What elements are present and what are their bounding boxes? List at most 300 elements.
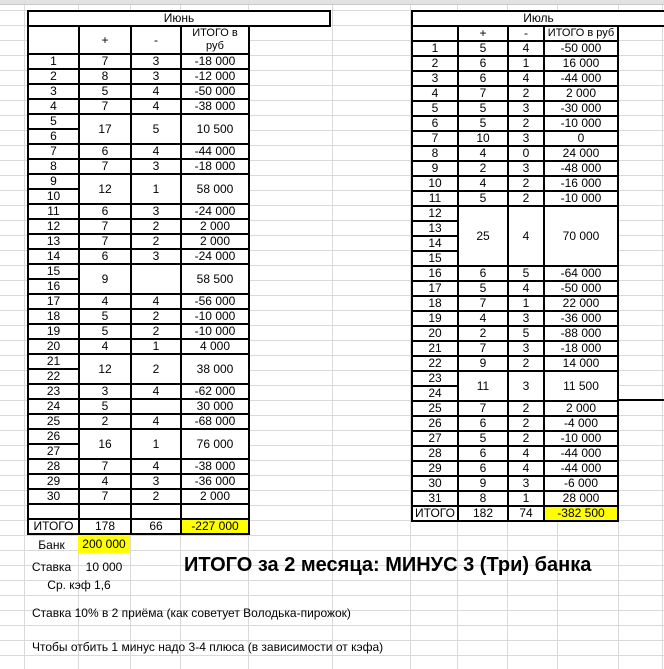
table-row: [412, 191, 618, 206]
table-row: [412, 371, 618, 386]
day-cell[interactable]: 20: [28, 339, 79, 354]
plus-cell[interactable]: 11: [458, 371, 508, 401]
day-cell[interactable]: 16: [412, 266, 458, 281]
rate-label-cell[interactable]: Ставка: [31, 560, 72, 574]
minus-cell[interactable]: 4: [131, 84, 181, 99]
table-row: [28, 429, 249, 444]
day-cell[interactable]: 10: [28, 189, 79, 204]
minus-cell[interactable]: 4: [508, 281, 544, 296]
day-cell[interactable]: 31: [412, 491, 458, 506]
table-row: [412, 296, 618, 311]
total-cell[interactable]: 2 000: [544, 86, 618, 101]
plus-cell[interactable]: 5: [79, 309, 131, 324]
minus-cell[interactable]: [131, 504, 181, 519]
plus-cell[interactable]: 7: [458, 341, 508, 356]
total-header-cell[interactable]: ИТОГО в руб: [181, 26, 249, 54]
day-cell[interactable]: 20: [412, 326, 458, 341]
plus-cell[interactable]: 4: [79, 294, 131, 309]
table-row: [28, 354, 249, 369]
day-cell[interactable]: 19: [28, 324, 79, 339]
day-cell[interactable]: 23: [28, 384, 79, 399]
plus-cell[interactable]: 7: [458, 86, 508, 101]
day-cell[interactable]: 16: [28, 279, 79, 294]
minus-cell[interactable]: 3: [508, 311, 544, 326]
day-cell[interactable]: 13: [28, 234, 79, 249]
plus-cell[interactable]: 7: [79, 54, 131, 69]
total-cell[interactable]: 22 000: [544, 296, 618, 311]
total-cell[interactable]: 28 000: [544, 491, 618, 506]
total-cell[interactable]: 58 000: [181, 174, 249, 204]
total-cell[interactable]: -88 000: [544, 326, 618, 341]
total-cell[interactable]: 2 000: [181, 489, 249, 504]
day-cell[interactable]: 19: [412, 311, 458, 326]
plus-cell[interactable]: 9: [79, 264, 131, 294]
day-cell[interactable]: 28: [412, 446, 458, 461]
bank-label-cell[interactable]: Банк: [38, 538, 65, 552]
minus-cell[interactable]: 2: [508, 356, 544, 371]
plus-cell[interactable]: 2: [458, 161, 508, 176]
table-row: [28, 294, 249, 309]
minus-cell[interactable]: 4: [131, 294, 181, 309]
minus-cell[interactable]: 0: [508, 146, 544, 161]
day-cell[interactable]: 24: [28, 399, 79, 414]
day-cell[interactable]: [28, 504, 79, 519]
minus-cell[interactable]: 4: [508, 41, 544, 56]
day-header-cell[interactable]: [412, 26, 458, 41]
total-cell[interactable]: 70 000: [544, 206, 618, 266]
minus-cell[interactable]: [131, 399, 181, 414]
day-cell[interactable]: 7: [412, 131, 458, 146]
day-cell[interactable]: 21: [412, 341, 458, 356]
plus-cell[interactable]: 16: [79, 429, 131, 459]
plus-cell[interactable]: 9: [458, 356, 508, 371]
totals-label-cell[interactable]: ИТОГО: [412, 506, 458, 521]
avg-coef-cell[interactable]: Ср. кэф 1,6: [47, 578, 111, 592]
header-row: [28, 26, 249, 54]
minus-cell[interactable]: 4: [508, 446, 544, 461]
table-row: [412, 116, 618, 131]
plus-cell[interactable]: 7: [79, 159, 131, 174]
day-cell[interactable]: 5: [412, 101, 458, 116]
totals-plus-cell[interactable]: 178: [79, 519, 131, 534]
total-cell[interactable]: -56 000: [181, 294, 249, 309]
total-cell[interactable]: -12 000: [181, 69, 249, 84]
header-row: [412, 26, 618, 41]
day-cell[interactable]: 18: [412, 296, 458, 311]
total-cell[interactable]: -38 000: [181, 459, 249, 474]
plus-cell[interactable]: 6: [458, 266, 508, 281]
total-cell[interactable]: -50 000: [181, 84, 249, 99]
total-cell[interactable]: 16 000: [544, 56, 618, 71]
plus-cell[interactable]: 25: [458, 206, 508, 266]
minus-cell[interactable]: 4: [508, 71, 544, 86]
day-cell[interactable]: 22: [412, 356, 458, 371]
minus-cell[interactable]: 5: [508, 326, 544, 341]
table-row: [28, 384, 249, 399]
table-row: [28, 69, 249, 84]
plus-cell[interactable]: 17: [79, 114, 131, 144]
day-cell[interactable]: 30: [412, 476, 458, 491]
total-cell[interactable]: [181, 504, 249, 519]
day-cell[interactable]: 24: [412, 386, 458, 401]
day-cell[interactable]: 29: [412, 461, 458, 476]
plus-cell[interactable]: 6: [79, 144, 131, 159]
plus-cell[interactable]: 2: [79, 414, 131, 429]
plus-cell[interactable]: 8: [458, 491, 508, 506]
minus-cell[interactable]: 2: [508, 431, 544, 446]
day-cell[interactable]: 6: [412, 116, 458, 131]
total-cell[interactable]: -24 000: [181, 204, 249, 219]
total-cell[interactable]: -10 000: [181, 324, 249, 339]
table-row: [412, 146, 618, 161]
plus-cell[interactable]: 4: [458, 311, 508, 326]
day-cell[interactable]: 9: [412, 161, 458, 176]
minus-cell[interactable]: 3: [508, 476, 544, 491]
table-row: [412, 266, 618, 281]
total-cell[interactable]: -48 000: [544, 161, 618, 176]
plus-cell[interactable]: 5: [79, 324, 131, 339]
total-cell[interactable]: 2 000: [181, 234, 249, 249]
day-cell[interactable]: 26: [412, 416, 458, 431]
day-cell[interactable]: 21: [28, 354, 79, 369]
table-row: [412, 326, 618, 341]
plus-cell[interactable]: 4: [79, 339, 131, 354]
total-cell[interactable]: -18 000: [181, 54, 249, 69]
day-cell[interactable]: 17: [28, 294, 79, 309]
day-cell[interactable]: 8: [412, 146, 458, 161]
minus-cell[interactable]: 3: [508, 161, 544, 176]
top-row-band: [0, 0, 664, 5]
totals-row: [412, 506, 618, 521]
day-cell[interactable]: 27: [412, 431, 458, 446]
plus-cell[interactable]: 6: [458, 56, 508, 71]
month-title-june[interactable]: Июнь: [27, 10, 331, 27]
day-cell[interactable]: 14: [28, 249, 79, 264]
note-stavka[interactable]: Ставка 10% в 2 приёма (как советует Володька-пирожок): [32, 606, 351, 620]
total-cell[interactable]: -36 000: [544, 311, 618, 326]
bank-value-cell[interactable]: 200 000: [78, 535, 130, 553]
total-cell[interactable]: -62 000: [181, 384, 249, 399]
table-row: [28, 159, 249, 174]
minus-cell[interactable]: 4: [131, 144, 181, 159]
total-cell[interactable]: -44 000: [544, 71, 618, 86]
total-cell[interactable]: -50 000: [544, 281, 618, 296]
day-cell[interactable]: 25: [412, 401, 458, 416]
plus-cell[interactable]: 6: [458, 461, 508, 476]
total-cell[interactable]: 0: [544, 131, 618, 146]
plus-cell[interactable]: 10: [458, 131, 508, 146]
total-cell[interactable]: -50 000: [544, 41, 618, 56]
total-cell[interactable]: -64 000: [544, 266, 618, 281]
minus-cell[interactable]: 2: [131, 234, 181, 249]
minus-cell[interactable]: 4: [131, 384, 181, 399]
table-row: [412, 401, 618, 416]
minus-cell[interactable]: 1: [508, 56, 544, 71]
total-cell[interactable]: 76 000: [181, 429, 249, 459]
table-row: [28, 219, 249, 234]
plus-cell[interactable]: 7: [79, 99, 131, 114]
total-cell[interactable]: -18 000: [181, 159, 249, 174]
total-cell[interactable]: 10 500: [181, 114, 249, 144]
plus-cell[interactable]: [79, 504, 131, 519]
total-cell[interactable]: -36 000: [181, 474, 249, 489]
total-cell[interactable]: -44 000: [544, 446, 618, 461]
minus-header-cell[interactable]: -: [508, 26, 544, 41]
plus-cell[interactable]: 6: [79, 249, 131, 264]
plus-cell[interactable]: 5: [458, 191, 508, 206]
day-cell[interactable]: 12: [412, 206, 458, 221]
total-header-cell[interactable]: ИТОГО в руб: [544, 26, 618, 41]
minus-cell[interactable]: 2: [508, 176, 544, 191]
minus-cell[interactable]: 4: [131, 99, 181, 114]
plus-cell[interactable]: 4: [458, 146, 508, 161]
total-cell[interactable]: 4 000: [181, 339, 249, 354]
plus-cell[interactable]: 9: [458, 476, 508, 491]
day-cell[interactable]: 30: [28, 489, 79, 504]
total-cell[interactable]: 11 500: [544, 371, 618, 401]
table-row: [412, 86, 618, 101]
plus-cell[interactable]: 4: [79, 474, 131, 489]
plus-cell[interactable]: 7: [79, 489, 131, 504]
minus-cell[interactable]: 1: [508, 491, 544, 506]
day-cell[interactable]: 29: [28, 474, 79, 489]
minus-cell[interactable]: 2: [131, 324, 181, 339]
day-cell[interactable]: 1: [28, 54, 79, 69]
minus-header-cell[interactable]: -: [131, 26, 181, 54]
day-cell[interactable]: 13: [412, 221, 458, 236]
plus-cell[interactable]: 8: [79, 69, 131, 84]
total-cell[interactable]: -38 000: [181, 99, 249, 114]
minus-cell[interactable]: 3: [131, 474, 181, 489]
totals-minus-cell[interactable]: 66: [131, 519, 181, 534]
month-table-july: [411, 10, 664, 522]
plus-header-cell[interactable]: +: [458, 26, 508, 41]
day-cell[interactable]: 25: [28, 414, 79, 429]
day-cell[interactable]: 26: [28, 429, 79, 444]
minus-cell[interactable]: 3: [508, 101, 544, 116]
plus-cell[interactable]: 4: [458, 176, 508, 191]
totals-minus-cell[interactable]: 74: [508, 506, 544, 521]
plus-cell[interactable]: 12: [79, 354, 131, 384]
minus-cell[interactable]: 3: [131, 159, 181, 174]
grand-total-text[interactable]: ИТОГО за 2 месяца: МИНУС 3 (Три) банка: [184, 554, 592, 576]
total-cell[interactable]: -18 000: [544, 341, 618, 356]
totals-total-cell[interactable]: -227 000: [181, 519, 249, 534]
total-cell[interactable]: -16 000: [544, 176, 618, 191]
day-cell[interactable]: 5: [28, 114, 79, 129]
day-cell[interactable]: 3: [412, 71, 458, 86]
day-cell[interactable]: 14: [412, 236, 458, 251]
day-cell[interactable]: 10: [412, 176, 458, 191]
minus-cell[interactable]: 2: [131, 219, 181, 234]
month-table-june: [27, 10, 331, 535]
day-cell[interactable]: 1: [412, 41, 458, 56]
minus-cell[interactable]: 3: [508, 341, 544, 356]
border-artifact-line: [619, 399, 664, 401]
day-cell[interactable]: 8: [28, 159, 79, 174]
table-row: [28, 504, 249, 519]
day-cell[interactable]: 17: [412, 281, 458, 296]
total-cell[interactable]: 2 000: [544, 401, 618, 416]
plus-cell[interactable]: 12: [79, 174, 131, 204]
day-cell[interactable]: 11: [28, 204, 79, 219]
table-row: [412, 161, 618, 176]
day-cell[interactable]: 9: [28, 174, 79, 189]
day-cell[interactable]: 2: [412, 56, 458, 71]
day-cell[interactable]: 11: [412, 191, 458, 206]
minus-cell[interactable]: 3: [508, 131, 544, 146]
table-row: [412, 101, 618, 116]
plus-cell[interactable]: 7: [458, 296, 508, 311]
minus-cell[interactable]: 3: [131, 69, 181, 84]
table-row: [412, 461, 618, 476]
plus-cell[interactable]: 5: [79, 399, 131, 414]
table-row: [28, 309, 249, 324]
minus-cell[interactable]: 5: [131, 114, 181, 144]
total-cell[interactable]: 38 000: [181, 354, 249, 384]
plus-cell[interactable]: 5: [458, 116, 508, 131]
minus-cell[interactable]: 4: [508, 461, 544, 476]
plus-cell[interactable]: 7: [458, 401, 508, 416]
plus-cell[interactable]: 6: [458, 416, 508, 431]
table-row: [28, 234, 249, 249]
table-row: [28, 414, 249, 429]
minus-cell[interactable]: 5: [508, 266, 544, 281]
table-row: [28, 324, 249, 339]
table-row: [412, 341, 618, 356]
table-row: [28, 84, 249, 99]
table-row: [28, 489, 249, 504]
table-row: [412, 356, 618, 371]
day-cell[interactable]: 18: [28, 309, 79, 324]
note-otbit[interactable]: Чтобы отбить 1 минус надо 3-4 плюса (в зависимости от кэфа): [32, 640, 384, 654]
minus-cell[interactable]: [131, 264, 181, 294]
minus-cell[interactable]: 1: [508, 296, 544, 311]
total-cell[interactable]: -4 000: [544, 416, 618, 431]
day-cell[interactable]: 4: [28, 99, 79, 114]
day-cell[interactable]: 15: [412, 251, 458, 266]
plus-cell[interactable]: 6: [79, 204, 131, 219]
table-row: [412, 131, 618, 146]
rate-value-cell[interactable]: 10 000: [85, 560, 123, 574]
plus-header-cell[interactable]: +: [79, 26, 131, 54]
table-row: [412, 41, 618, 56]
table-row: [28, 114, 249, 129]
minus-cell[interactable]: 2: [508, 116, 544, 131]
plus-cell[interactable]: 6: [458, 71, 508, 86]
month-title-july[interactable]: Июль: [411, 10, 664, 27]
total-cell[interactable]: 30 000: [181, 399, 249, 414]
total-cell[interactable]: -6 000: [544, 476, 618, 491]
table-row: [412, 206, 618, 221]
minus-cell[interactable]: 4: [508, 206, 544, 266]
minus-cell[interactable]: 2: [508, 86, 544, 101]
minus-cell[interactable]: 3: [131, 54, 181, 69]
table-row: [412, 476, 618, 491]
plus-cell[interactable]: 7: [79, 219, 131, 234]
day-cell[interactable]: 3: [28, 84, 79, 99]
day-cell[interactable]: 6: [28, 129, 79, 144]
total-cell[interactable]: 2 000: [181, 219, 249, 234]
minus-cell[interactable]: 1: [131, 429, 181, 459]
table-row: [412, 416, 618, 431]
daily-results-table-july: [411, 25, 619, 522]
table-row: [28, 99, 249, 114]
total-cell[interactable]: -10 000: [544, 431, 618, 446]
day-cell[interactable]: 4: [412, 86, 458, 101]
total-cell[interactable]: -10 000: [544, 116, 618, 131]
day-header-cell[interactable]: [28, 26, 79, 54]
plus-cell[interactable]: 5: [458, 41, 508, 56]
minus-cell[interactable]: 3: [508, 371, 544, 401]
minus-cell[interactable]: 1: [131, 174, 181, 204]
plus-cell[interactable]: 7: [79, 234, 131, 249]
total-cell[interactable]: 58 500: [181, 264, 249, 294]
total-cell[interactable]: 14 000: [544, 356, 618, 371]
total-cell[interactable]: -44 000: [181, 144, 249, 159]
day-cell[interactable]: 12: [28, 219, 79, 234]
total-cell[interactable]: -10 000: [544, 191, 618, 206]
day-cell[interactable]: 7: [28, 144, 79, 159]
minus-cell[interactable]: 3: [131, 249, 181, 264]
minus-cell[interactable]: 2: [131, 354, 181, 384]
table-row: [28, 174, 249, 189]
day-cell[interactable]: 28: [28, 459, 79, 474]
total-cell[interactable]: -24 000: [181, 249, 249, 264]
day-cell[interactable]: 23: [412, 371, 458, 386]
total-cell[interactable]: 24 000: [544, 146, 618, 161]
total-cell[interactable]: -10 000: [181, 309, 249, 324]
table-row: [28, 144, 249, 159]
table-row: [412, 311, 618, 326]
table-row: [28, 474, 249, 489]
day-cell[interactable]: 15: [28, 264, 79, 279]
table-row: [28, 249, 249, 264]
table-row: [412, 431, 618, 446]
table-row: [28, 54, 249, 69]
minus-cell[interactable]: 2: [131, 489, 181, 504]
plus-cell[interactable]: 5: [458, 431, 508, 446]
table-row: [412, 491, 618, 506]
totals-label-cell[interactable]: ИТОГО: [28, 519, 79, 534]
day-cell[interactable]: 2: [28, 69, 79, 84]
plus-cell[interactable]: 6: [458, 446, 508, 461]
minus-cell[interactable]: 1: [131, 339, 181, 354]
day-cell[interactable]: 27: [28, 444, 79, 459]
plus-cell[interactable]: 3: [79, 384, 131, 399]
minus-cell[interactable]: 2: [508, 191, 544, 206]
table-row: [412, 176, 618, 191]
table-row: [28, 459, 249, 474]
minus-cell[interactable]: 2: [508, 416, 544, 431]
day-cell[interactable]: 22: [28, 369, 79, 384]
plus-cell[interactable]: 5: [458, 281, 508, 296]
plus-cell[interactable]: 7: [79, 459, 131, 474]
plus-cell[interactable]: 2: [458, 326, 508, 341]
total-cell[interactable]: -44 000: [544, 461, 618, 476]
minus-cell[interactable]: 4: [131, 414, 181, 429]
total-cell[interactable]: -68 000: [181, 414, 249, 429]
minus-cell[interactable]: 3: [131, 204, 181, 219]
plus-cell[interactable]: 5: [79, 84, 131, 99]
total-cell[interactable]: -30 000: [544, 101, 618, 116]
plus-cell[interactable]: 5: [458, 101, 508, 116]
minus-cell[interactable]: 2: [131, 309, 181, 324]
totals-total-cell[interactable]: -382 500: [544, 506, 618, 521]
totals-plus-cell[interactable]: 182: [458, 506, 508, 521]
minus-cell[interactable]: 2: [508, 401, 544, 416]
minus-cell[interactable]: 4: [131, 459, 181, 474]
